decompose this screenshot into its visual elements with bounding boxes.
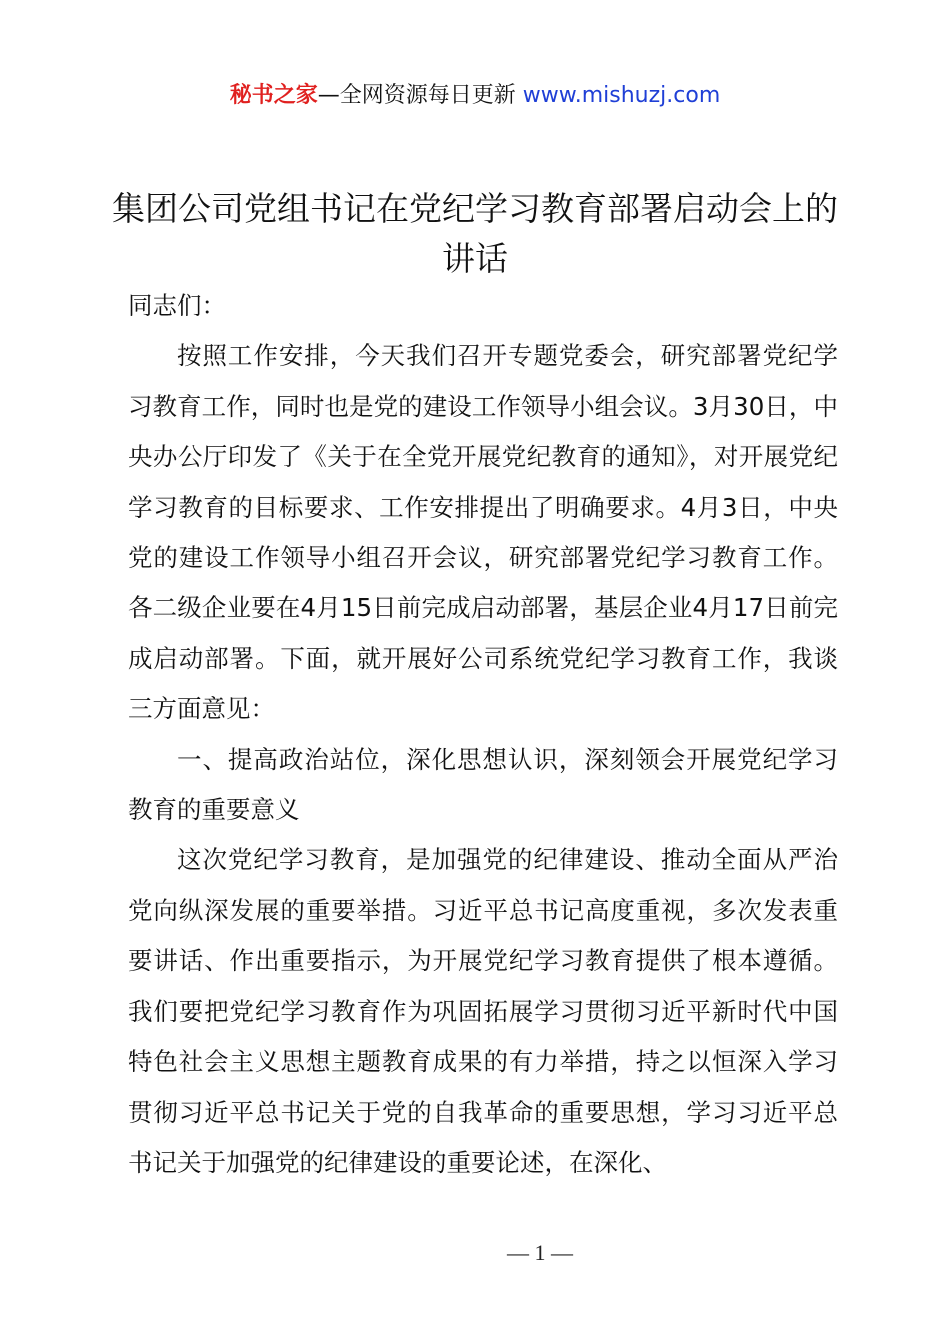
body-paragraph: 按照工作安排，今天我们召开专题党委会，研究部署党纪学习教育工作，同时也是党的建设工作领导小组会议。3月30日，中央办公厅印发了《关于在全党开展党纪教育的通知》，对开展党纪学习教育的目标要求、工作安排提出了明确要求。4月3日，中央党的建设工作领导小组召开会议，研究部署党纪学习教育工作。各二级企业要在4月15日前完成启动部署，基层企业4月17日前完成启动部署。下面，就开展好公司系统党纪学习教育工作，我谈三方面意见： xyxy=(128,341,838,724)
site-header xyxy=(0,80,950,112)
document-body xyxy=(128,281,838,1188)
site-url-link[interactable]: www.mishuzj.com xyxy=(522,83,721,108)
header-slogan: —全网资源每日更新 xyxy=(317,83,523,108)
salutation: 同志们： xyxy=(128,291,226,320)
section-heading: 一、提高政治站位，深化思想认识，深刻领会开展党纪学习教育的重要意义 xyxy=(128,744,838,825)
document-title: 集团公司党组书记在党纪学习教育部署启动会上的讲话 xyxy=(112,189,838,278)
body-paragraph: 这次党纪学习教育，是加强党的纪律建设、推动全面从严治党向纵深发展的重要举措。习近平总书记高度重视，多次发表重要讲话、作出重要指示，为开展党纪学习教育提供了根本遵循。我们要把党纪学习教育作为巩固拓展学习贯彻习近平新时代中国特色社会主义思想主题教育成果的有力举措，持之以恒深入学习贯彻习近平总书记关于党的自我革命的重要思想，学习习近平总书记关于加强党的纪律建设的重要论述，在深化、 xyxy=(128,845,838,1177)
brand-name: 秘书之家 xyxy=(229,83,318,108)
page-number: — 1 — xyxy=(507,1240,573,1265)
